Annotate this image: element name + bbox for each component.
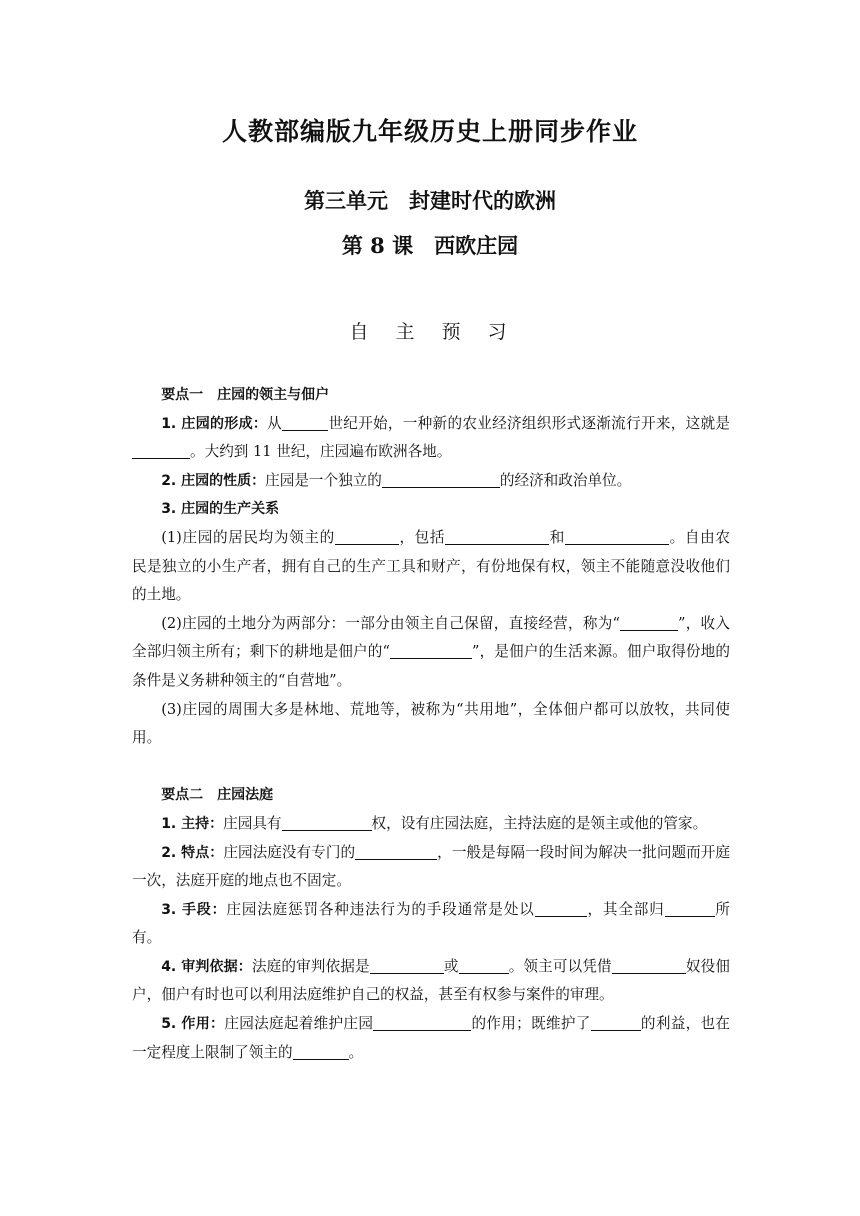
unit-title: 第三单元 封建时代的欧洲 — [304, 188, 556, 213]
answer-blank[interactable] — [612, 956, 686, 974]
answer-blank[interactable] — [282, 813, 372, 831]
part2-item2: 2. 特点：庄园法庭没有专门的 ，一般是每隔一段时间为解决一批问题而开庭一次，法庭开庭的地点也不固定。 — [132, 843, 730, 890]
lesson-title: 第 8 课 西欧庄园 — [341, 233, 519, 258]
answer-blank[interactable] — [535, 899, 587, 917]
answer-blank[interactable] — [382, 470, 500, 488]
part1-item3: 3. 庄园的生产关系 — [161, 501, 280, 518]
part1-heading: 要点一 庄园的领主与佃户 — [161, 387, 330, 403]
answer-blank[interactable] — [370, 956, 444, 974]
part1-item3-1: (1)庄园的居民均为领主的 ，包括 和 。自由农民是独立的小生产者，拥有自己的生产工具和财产，有份地保有权，领主不能随意没收他们的土地。 — [132, 528, 730, 604]
part2-item4: 4. 审判依据：法庭的审判依据是 或 。领主可以凭借 奴役佃户，佃户有时也可以利用法庭维护自己的权益，甚至有权参与案件的审理。 — [132, 957, 730, 1004]
answer-blank[interactable] — [335, 527, 399, 545]
document-title: 人教部编版九年级历史上册同步作业 — [221, 117, 638, 146]
document-body — [132, 381, 730, 1067]
part2-item1: 1. 主持：庄园具有 权，设有庄园法庭，主持法庭的是领主或他的管家。 — [161, 814, 708, 832]
answer-blank[interactable] — [390, 641, 472, 659]
part1-item3-2: (2)庄园的土地分为两部分：一部分由领主自己保留，直接经营，称为“ ”，收入全部归领主所有；剩下的耕地是佃户的“ ”，是佃户的生活来源。佃户取得份地的条件是义务耕种领主的“自营地”。 — [132, 614, 730, 689]
part1-item1: 1. 庄园的形成：从 世纪开始，一种新的农业经济组织形式逐渐流行开来，这就是。大约到 11 世纪，庄园遍布欧洲各地。 — [132, 410, 730, 467]
answer-blank[interactable] — [565, 527, 669, 545]
part1-item3-3: (3)庄园的周围大多是林地、荒地等，被称为“共用地”，全体佃户都可以放牧，共同使用。 — [132, 700, 730, 747]
answer-blank[interactable] — [282, 413, 328, 431]
part1-item2: 2. 庄园的性质：庄园是一个独立的 的经济和政治单位。 — [161, 471, 632, 489]
answer-blank[interactable] — [132, 441, 190, 459]
answer-blank[interactable] — [355, 842, 437, 860]
section-title: 自 主 预 习 — [349, 321, 511, 343]
section-gap — [132, 753, 730, 782]
answer-blank[interactable] — [373, 1013, 471, 1031]
part2-item5: 5. 作用：庄园法庭起着维护庄园 的作用；既维护了 的利益，也在一定程度上限制了领主的 。 — [132, 1015, 730, 1061]
answer-blank[interactable] — [665, 899, 715, 917]
answer-blank[interactable] — [445, 527, 549, 545]
part2-heading: 要点二 庄园法庭 — [161, 787, 274, 804]
part2-item3: 3. 手段：庄园法庭惩罚各种违法行为的手段通常是处以 ，其全部归 所有。 — [132, 900, 730, 947]
answer-blank[interactable] — [620, 613, 678, 631]
answer-blank[interactable] — [591, 1013, 641, 1031]
answer-blank[interactable] — [459, 956, 509, 974]
answer-blank[interactable] — [293, 1042, 349, 1060]
